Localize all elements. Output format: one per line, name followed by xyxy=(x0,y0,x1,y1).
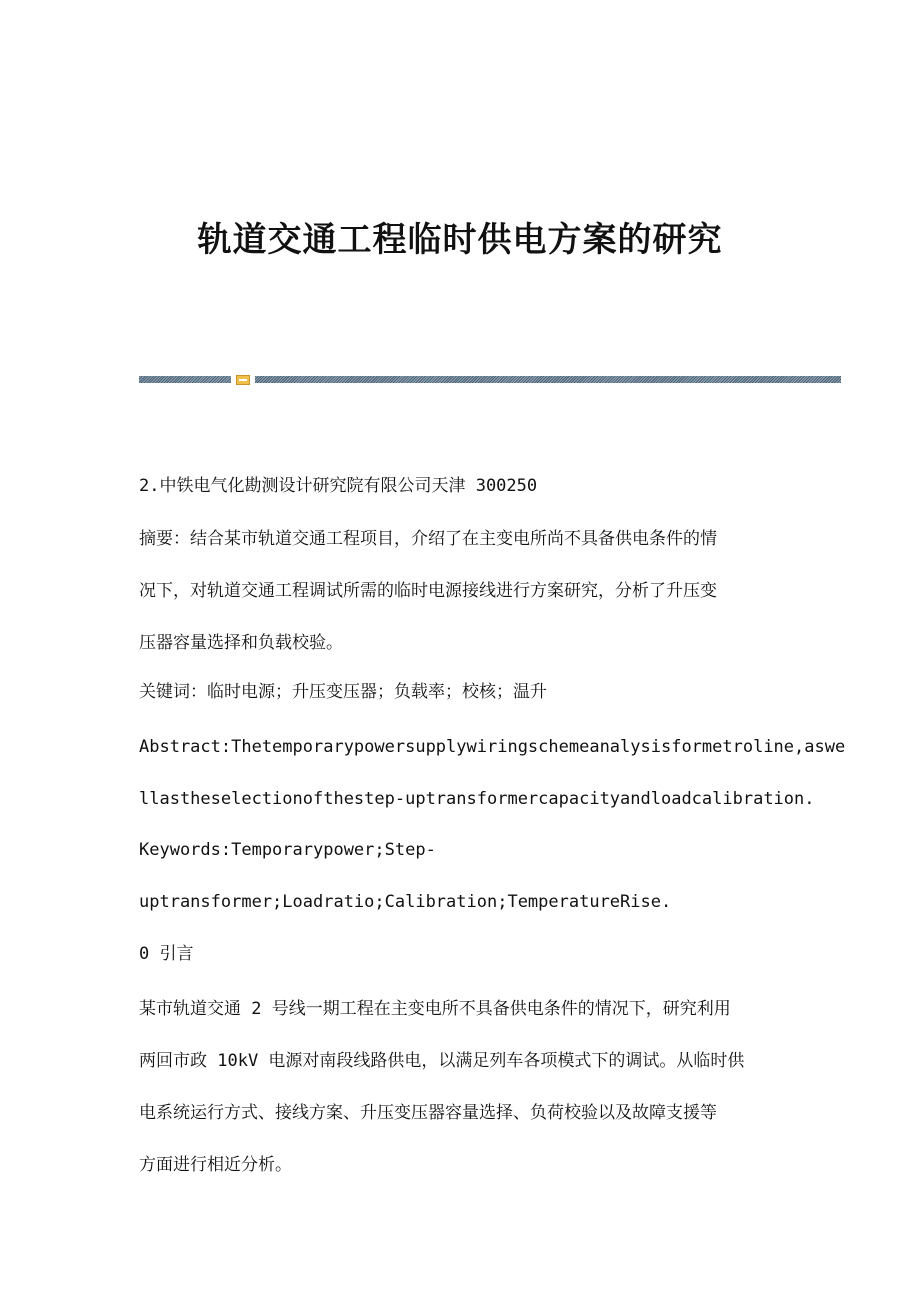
keywords-en-line-2: uptransformer;Loadratio;Calibration;TemperatureRise. xyxy=(139,892,672,912)
abstract-cn-line-2: 况下，对轨道交通工程调试所需的临时电源接线进行方案研究，分析了升压变 xyxy=(139,581,717,601)
divider-bar-right xyxy=(255,376,841,383)
intro-line-2: 两回市政 10kV 电源对南段线路供电，以满足列车各项模式下的调试。从临时供 xyxy=(139,1051,745,1071)
intro-paragraph xyxy=(139,983,789,1191)
abstract-en xyxy=(139,721,846,825)
keywords-cn-line: 关键词：临时电源；升压变压器；负载率；校核；温升 xyxy=(139,682,547,702)
keywords-cn xyxy=(139,666,789,718)
abstract-en-line-1: Abstract:Thetemporarypowersupplywiringschemeanalysisformetroline,aswe xyxy=(139,737,846,757)
section-heading-line: 0 引言 xyxy=(139,944,194,964)
abstract-cn xyxy=(139,513,789,669)
keywords-en xyxy=(139,824,789,928)
affiliation-line: 2.中铁电气化勘测设计研究院有限公司天津 300250 xyxy=(139,476,538,496)
keywords-en-line-1: Keywords:Temporarypower;Step- xyxy=(139,840,436,860)
divider-bar-left xyxy=(139,376,231,383)
divider-ornament-icon xyxy=(236,375,250,385)
intro-line-4: 方面进行相近分析。 xyxy=(139,1155,292,1175)
affiliation xyxy=(139,460,789,512)
document-title: 轨道交通工程临时供电方案的研究 xyxy=(197,220,723,260)
intro-line-1: 某市轨道交通 2 号线一期工程在主变电所不具备供电条件的情况下，研究利用 xyxy=(139,999,731,1019)
abstract-cn-line-1: 摘要：结合某市轨道交通工程项目，介绍了在主变电所尚不具备供电条件的情 xyxy=(139,529,717,549)
abstract-cn-line-3: 压器容量选择和负载校验。 xyxy=(139,633,343,653)
section-heading xyxy=(139,928,789,980)
title-divider xyxy=(139,375,841,385)
intro-line-3: 电系统运行方式、接线方案、升压变压器容量选择、负荷校验以及故障支援等 xyxy=(139,1103,717,1123)
abstract-en-line-2: llastheselectionofthestep-uptransformercapacityandloadcalibration. xyxy=(139,789,815,809)
